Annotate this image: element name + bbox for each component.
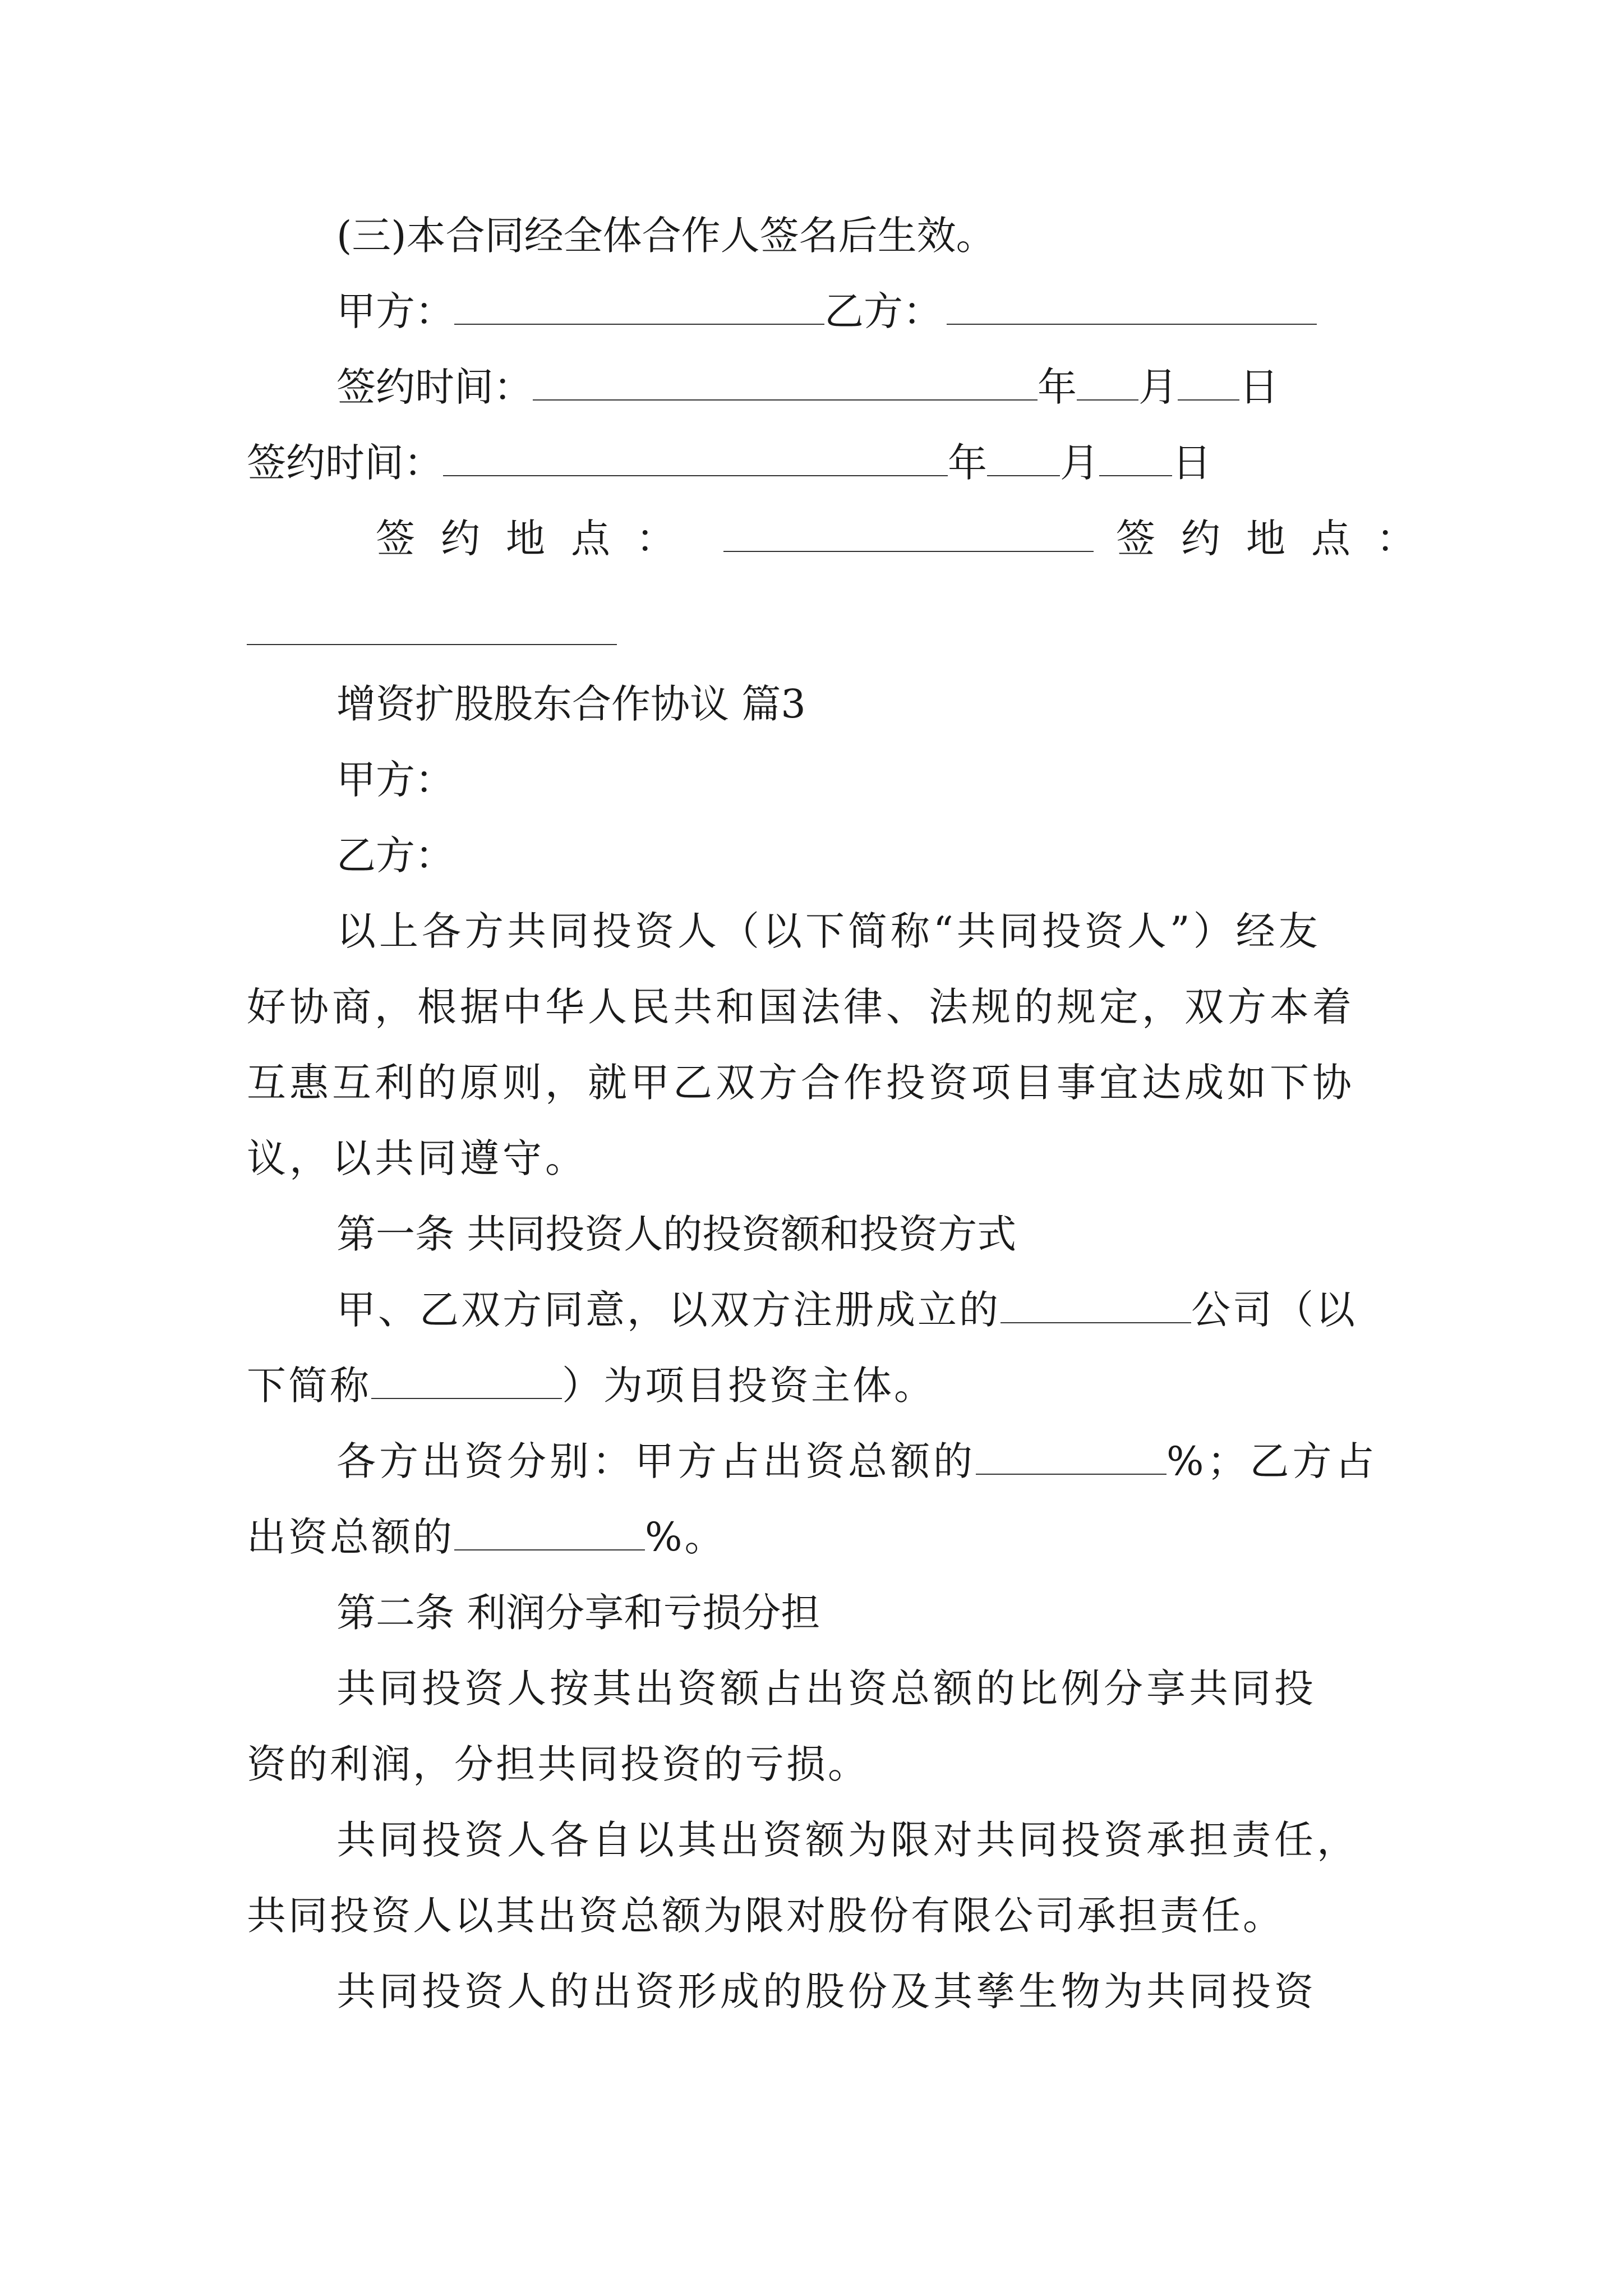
sign-time-line-2 (247, 435, 1211, 491)
party-a-sign-label: 甲方： (336, 288, 454, 334)
article1-text: 各方出资分别：甲方占出资总额的 (336, 1438, 976, 1484)
article1-para1-line1 (336, 1282, 1357, 1338)
day-label: 日 (1172, 440, 1211, 486)
article1-text: 甲、乙双方同意，以双方注册成立的 (336, 1287, 1000, 1333)
article2-line: 共同投资人按其出资额占出资总额的比例分享共同投 (336, 1665, 1317, 1711)
article1-para2-line2 (247, 1509, 726, 1565)
party-a-label: 甲方： (336, 757, 454, 803)
article1-text: 下简称 (247, 1363, 371, 1409)
article1-text: 公司（以 (1191, 1287, 1357, 1333)
sign-time-line-1 (336, 359, 1279, 415)
party-a-sign-blank (454, 283, 824, 325)
sign-time-label: 签约时间： (336, 364, 533, 410)
article2-line: 资的利润，分担共同投资的亏损。 (247, 1741, 869, 1787)
intro-line: 以上各方共同投资人（以下简称“共同投资人”）经友 (336, 908, 1321, 954)
article2-line: 共同投资人的出资形成的股份及其孳生物为共同投资 (336, 1968, 1317, 2014)
day-blank (1178, 359, 1239, 401)
article1-title: 第一条 共同投资人的投资额和投资方式 (336, 1211, 1017, 1257)
month-label: 月 (1060, 440, 1099, 486)
sign-place-label: 签约地点： (1116, 516, 1441, 562)
article1-text: %。 (645, 1514, 726, 1560)
party-b-share-blank (454, 1509, 645, 1550)
short-name-blank (371, 1358, 562, 1399)
party-b-label: 乙方： (336, 832, 454, 878)
sign-time-blank (443, 435, 948, 476)
intro-line: 议，以共同遵守。 (247, 1135, 588, 1181)
month-blank (987, 435, 1060, 476)
article1-para1-line2 (247, 1358, 935, 1414)
year-label: 年 (1038, 364, 1077, 410)
party-b-sign-blank (947, 283, 1317, 325)
party-b-sign-label: 乙方： (824, 288, 942, 334)
article2-line: 共同投资人各自以其出资额为限对共同投资承担责任， (336, 1817, 1359, 1863)
article2-title: 第二条 利润分享和亏损分担 (336, 1590, 820, 1636)
intro-line: 互惠互利的原则，就甲乙双方合作投资项目事宜达成如下协 (247, 1060, 1355, 1106)
sign-place-line (376, 510, 1441, 567)
article1-text: %；乙方占 (1166, 1438, 1378, 1484)
month-blank (1077, 359, 1138, 401)
sign-place-label: 签约地点： (376, 516, 701, 562)
sign-time-blank (533, 359, 1038, 401)
day-label: 日 (1239, 364, 1279, 410)
intro-line: 好协商，根据中华人民共和国法律、法规的规定，双方本着 (247, 984, 1355, 1030)
agreement-heading: 增资扩股股东合作协议 篇3 (336, 681, 806, 727)
sign-place-blank-2 (247, 643, 617, 645)
day-blank (1099, 435, 1172, 476)
article2-line: 共同投资人以其出资总额为限对股份有限公司承担责任。 (247, 1893, 1284, 1939)
article1-text: 出资总额的 (247, 1514, 454, 1560)
signature-parties-line (336, 283, 1317, 339)
section3-item: (三)本合同经全体合作人签名后生效。 (336, 213, 995, 259)
year-label: 年 (948, 440, 987, 486)
party-a-share-blank (976, 1433, 1166, 1475)
sign-time-label: 签约时间： (247, 440, 443, 486)
article1-text: ）为项目投资主体。 (562, 1363, 935, 1409)
company-name-blank (1000, 1282, 1191, 1323)
month-label: 月 (1138, 364, 1178, 410)
sign-place-blank (723, 510, 1094, 552)
article1-para2-line1 (336, 1433, 1378, 1489)
